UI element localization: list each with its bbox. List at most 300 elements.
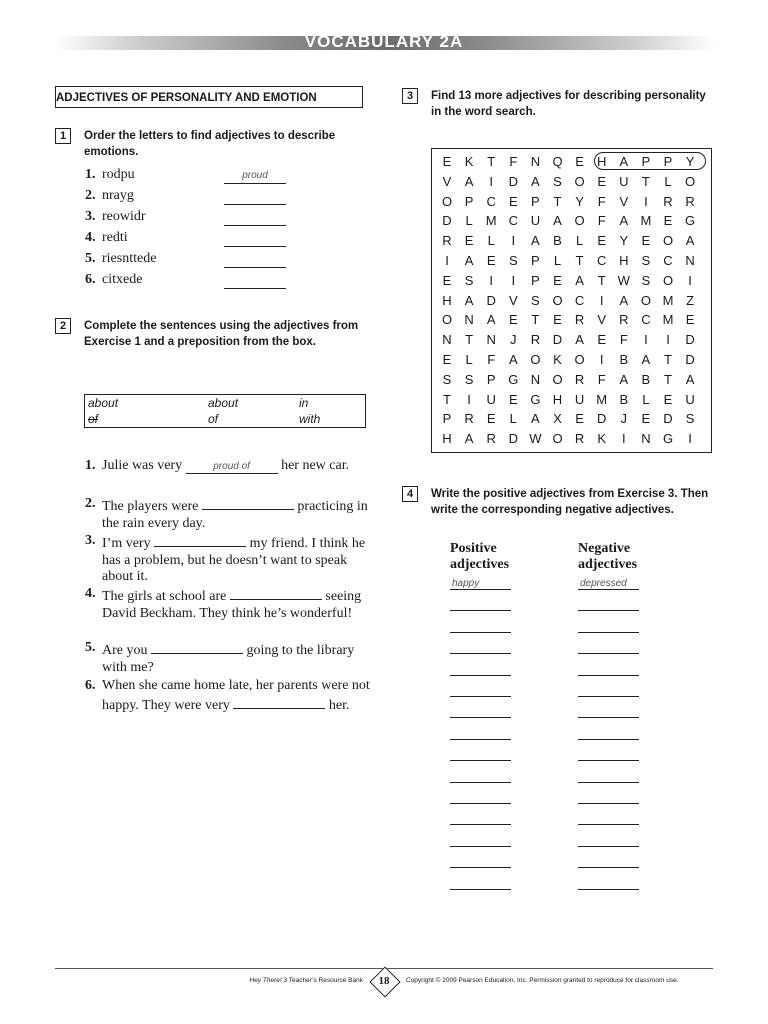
exercise-1-instruction: Order the letters to find adjectives to describe emotions. [84,130,336,158]
grid-letter: L [664,173,672,189]
grid-letter: V [597,312,607,328]
positive-answer-line [450,813,511,825]
positive-answer-line [450,642,511,654]
positive-answer-line [450,835,511,847]
grid-letter: I [621,431,626,447]
grid-letter: R [574,371,585,387]
grid-letter: M [662,312,674,328]
ex2-sentence-number: 6. [85,678,96,693]
grid-letter: R [486,431,496,447]
grid-letter: P [531,252,540,268]
grid-letter: D [663,411,673,427]
grid-letter: R [530,332,541,348]
grid-letter: A [619,371,629,387]
grid-letter: V [619,193,629,209]
ex2-sentence-text [102,496,370,532]
negative-answer-line [578,706,639,718]
grid-letter: E [575,154,584,169]
grid-letter: E [486,252,496,268]
grid-letter: A [464,173,474,189]
grid-letter: Y [619,233,629,249]
grid-letter: O [662,233,674,249]
grid-letter: U [530,213,541,229]
ex1-answer-line [224,232,286,247]
grid-letter: L [642,391,650,407]
grid-letter: Z [686,292,695,308]
grid-letter: I [688,272,692,288]
positive-answer-line [450,856,511,868]
negative-heading [578,541,637,573]
grid-letter: E [442,272,452,288]
grid-letter: M [596,391,608,407]
grid-letter: H [442,292,452,308]
grid-row [431,350,712,370]
grid-letter: E [575,411,584,427]
grid-letter: U [685,391,695,407]
grid-letter: I [599,292,604,308]
grid-letter: L [487,233,495,249]
grid-letter: N [641,431,651,447]
ex1-item-word: riesnttede [102,251,157,266]
positive-heading-line2: adjectives [450,557,510,572]
negative-answer-line [578,728,639,740]
grid-letter: C [574,292,585,308]
ex2-sentence-before: I’m very [102,536,151,551]
grid-letter: N [464,312,474,328]
grid-letter: O [441,193,453,209]
grid-letter: T [641,173,650,189]
grid-letter: A [531,233,540,249]
grid-letter: B [553,233,562,249]
ex1-item-word: rodpu [102,167,135,182]
grid-letter: N [530,154,541,169]
negative-answer-line [578,771,639,783]
ex1-answer-line: proud [224,169,286,184]
grid-letter: M [662,292,674,308]
grid-letter: F [619,332,628,348]
grid-letter: F [487,351,496,367]
ex1-item-number: 2. [85,188,96,203]
ex2-sentence-after: seeing David Beckham. They think he’s wonderful! [102,589,362,621]
negative-answer-line [578,642,639,654]
ex1-item-number: 1. [85,167,96,182]
grid-letter: S [531,292,540,308]
grid-letter: D [442,213,452,229]
grid-letter: L [575,233,584,249]
positive-answer-line [450,621,511,633]
grid-letter: E [442,154,452,169]
grid-letter: C [486,193,496,209]
ex2-sentence-number: 3. [85,533,96,548]
ex2-sentence-number: 5. [85,640,96,655]
grid-letter: Y [575,193,584,209]
grid-letter: O [574,351,585,367]
box-word: about [88,396,119,410]
grid-letter: A [619,213,629,229]
grid-row [431,390,712,410]
grid-letter: R [574,312,585,328]
grid-letter: E [597,173,607,189]
ex1-item-word: redti [102,230,128,245]
exercise-3-number: 3 [402,88,418,104]
grid-letter: O [552,371,563,387]
ex2-sentence-text [102,533,370,586]
grid-letter: B [641,371,651,387]
negative-heading-line2: adjectives [578,557,638,572]
grid-letter: L [465,351,473,367]
grid-row [431,211,712,231]
grid-row [431,370,712,390]
grid-letter: I [445,252,449,268]
grid-letter: S [641,252,651,268]
ex1-item-number: 5. [85,251,96,266]
grid-row [431,310,712,330]
grid-letter: E [508,312,518,328]
exercise-2-number: 2 [55,318,71,334]
grid-letter: B [619,391,629,407]
grid-letter: U [486,391,496,407]
grid-letter: W [529,431,542,447]
grid-letter: L [553,252,562,268]
ex2-sentence-before: When she came home late, her parents were not happy. They were very [102,678,370,713]
ex2-sentence-before: The players were [102,499,199,514]
grid-letter: O [552,292,563,308]
ex2-sentence-text [102,458,370,475]
grid-letter: I [489,272,493,288]
grid-letter: P [442,411,452,427]
ex1-item-word: reowidr [102,209,146,224]
ex2-answer-blank [202,496,294,510]
negative-answer-line [578,792,639,804]
grid-letter: C [663,252,673,268]
grid-letter: I [688,431,692,447]
grid-letter: Y [685,154,695,169]
grid-letter: K [597,431,607,447]
grid-letter: O [552,431,563,447]
ex2-answer-blank [230,586,322,600]
grid-letter: R [619,312,629,328]
grid-letter: T [465,332,474,348]
ex2-sentence-after: her. [328,697,350,713]
grid-letter: T [575,252,584,268]
grid-letter: E [508,391,518,407]
box-word: in [299,396,309,410]
grid-letter: X [553,411,562,427]
grid-letter: O [685,173,696,189]
grid-letter: F [597,213,606,229]
box-word: with [299,412,321,426]
grid-row [431,330,712,350]
ex2-sentence-text [102,640,370,676]
page-title: VOCABULARY 2A [304,32,464,51]
grid-row [431,409,712,429]
negative-heading-line1: Negative [578,541,631,556]
grid-letter: A [619,292,629,308]
grid-letter: N [486,332,496,348]
grid-letter: O [530,351,541,367]
grid-letter: U [619,173,629,189]
grid-letter: F [597,371,606,387]
word-search-grid [431,152,712,449]
footer-copyright: Copyright © 2009 Pearson Education, Inc. Permission granted to reproduce for classroom use. [406,977,679,984]
grid-letter: A [553,213,562,229]
grid-letter: O [574,213,585,229]
grid-letter: E [685,312,695,328]
ex2-answer-blank [154,533,246,547]
grid-letter: T [664,351,672,367]
negative-answer-line [578,813,639,825]
grid-letter: R [442,233,452,249]
grid-row [431,231,712,251]
grid-letter: F [597,193,606,209]
grid-letter: A [508,351,518,367]
grid-letter: T [443,391,451,407]
grid-letter: A [531,173,540,189]
ex1-answer-line [224,190,286,205]
grid-letter: I [666,332,670,348]
positive-heading-line1: Positive [450,541,497,556]
positive-answer-line [450,685,511,697]
grid-letter: P [663,154,673,169]
grid-letter: E [442,351,452,367]
grid-letter: N [685,252,695,268]
grid-letter: C [508,213,518,229]
grid-row [431,291,712,311]
grid-letter: E [486,411,496,427]
grid-letter: G [662,431,674,447]
grid-letter: E [464,233,474,249]
grid-letter: O [441,312,453,328]
grid-letter: P [464,193,474,209]
grid-letter: D [552,332,563,348]
grid-letter: I [511,272,516,288]
section-title: ADJECTIVES OF PERSONALITY AND EMOTION [55,86,363,108]
grid-letter: P [531,193,540,209]
grid-letter: A [464,252,474,268]
grid-row [431,192,712,212]
ex1-item-number: 6. [85,272,96,287]
negative-answer-line [578,878,639,890]
ex2-sentence-before: Julie was very [102,458,183,473]
grid-letter: C [641,312,651,328]
negative-answer-line: depressed [578,578,639,590]
grid-letter: A [531,411,540,427]
grid-letter: R [663,193,673,209]
grid-letter: E [508,193,518,209]
grid-letter: R [464,411,474,427]
grid-letter: A [464,292,474,308]
grid-letter: I [599,351,604,367]
grid-letter: I [489,173,493,189]
exercise-1-number: 1 [55,128,71,144]
grid-letter: E [553,272,562,288]
grid-letter: E [641,411,651,427]
grid-letter: T [597,272,606,288]
grid-letter: S [508,252,518,268]
positive-answer-line [450,599,511,611]
grid-letter: L [509,411,517,427]
grid-letter: H [442,431,452,447]
grid-letter: A [619,154,629,169]
grid-letter: P [641,154,651,169]
grid-letter: E [553,312,562,328]
grid-letter: E [597,332,607,348]
ex1-item-word: citxede [102,272,143,287]
grid-letter: I [467,391,471,407]
ex2-sentence-after: her new car. [281,458,350,473]
grid-letter: R [685,193,695,209]
grid-letter: M [485,213,497,229]
grid-letter: S [442,371,452,387]
grid-letter: O [574,173,585,189]
positive-answer-line [450,792,511,804]
positive-answer-line [450,664,511,676]
ex2-sentence-text [102,678,370,714]
positive-answer-line [450,878,511,890]
grid-letter: D [486,292,496,308]
grid-row [431,172,712,192]
negative-answer-line [578,749,639,761]
grid-letter: R [574,431,585,447]
ex2-sentence-before: The girls at school are [102,589,227,604]
positive-answer-line [450,706,511,718]
happy-circle-mark [594,152,706,170]
grid-letter: S [464,272,474,288]
grid-letter: L [465,213,473,229]
grid-letter: Q [552,154,563,169]
positive-answer-line [450,749,511,761]
ex1-answer-line [224,253,286,268]
grid-letter: P [531,272,540,288]
book-title-italic: Hey There! [249,977,282,984]
grid-letter: E [597,233,607,249]
grid-letter: N [442,332,452,348]
book-title-rest: 3 Teacher’s Resource Bank [281,977,363,984]
grid-row [431,429,712,449]
grid-letter: A [486,312,496,328]
positive-answer-line [450,728,511,740]
negative-answer-line [578,599,639,611]
negative-answer-line [578,621,639,633]
grid-letter: H [619,252,629,268]
ex1-answer-line [224,274,286,289]
positive-answer-line: happy [450,578,511,590]
grid-letter: H [596,154,607,169]
box-word: of [208,412,219,426]
grid-letter: E [641,233,651,249]
exercise-4-instruction: Write the positive adjectives from Exercise 3. Then write the corresponding negative adjectives. [431,488,709,516]
ex2-sentence-before: Are you [102,643,148,658]
grid-letter: V [508,292,518,308]
ex2-sentence-number: 2. [85,496,96,511]
grid-letter: M [640,213,652,229]
negative-answer-line [578,835,639,847]
grid-letter: W [617,272,630,288]
exercise-2-instruction: Complete the sentences using the adjectives from Exercise 1 and a preposition from the box. [84,320,359,348]
grid-letter: T [531,312,540,328]
ex2-answer-blank: proud of [186,460,278,474]
negative-answer-line [578,664,639,676]
grid-letter: J [620,411,628,427]
grid-letter: S [553,173,562,189]
box-word: about [208,396,239,410]
grid-letter: K [464,154,474,169]
grid-row [431,251,712,271]
positive-answer-line [450,771,511,783]
grid-letter: S [464,371,474,387]
grid-letter: O [640,292,651,308]
grid-letter: S [641,272,651,288]
ex1-item-number: 4. [85,230,96,245]
grid-letter: F [509,154,518,169]
ex2-sentence-after: my friend. I think he has a problem, but he doesn’t want to speak about it. [102,536,366,584]
grid-letter: O [662,272,674,288]
ex1-item-number: 3. [85,209,96,224]
ex2-sentence-after: practicing in the rain every day. [102,499,368,531]
grid-letter: K [553,351,562,367]
ex2-sentence-number: 1. [85,458,96,473]
grid-letter: E [663,391,673,407]
grid-letter: U [574,391,585,407]
ex2-sentence-text [102,586,370,622]
grid-letter: A [575,332,584,348]
grid-letter: A [685,233,695,249]
grid-letter: D [596,411,607,427]
grid-letter: I [644,332,648,348]
grid-letter: G [508,371,519,387]
grid-letter: G [685,213,696,229]
exercise-4-number: 4 [402,486,418,502]
ex2-answer-blank [233,695,325,709]
grid-letter: B [619,351,629,367]
negative-answer-line [578,685,639,697]
ex2-answer-blank [151,640,243,654]
grid-letter: S [685,411,695,427]
grid-letter: A [685,371,695,387]
grid-letter: T [487,154,496,169]
ex1-item-word: nrayg [102,188,134,203]
grid-row [431,271,712,291]
grid-letter: I [644,193,648,209]
positive-heading [450,541,509,573]
grid-letter: P [486,371,496,387]
grid-letter: H [552,391,563,407]
grid-letter: T [553,193,562,209]
grid-letter: T [664,371,672,387]
ex2-sentence-after: going to the library with me? [102,643,355,675]
grid-letter: D [508,431,518,447]
grid-letter: D [685,351,695,367]
grid-letter: D [685,332,695,348]
grid-letter: A [641,351,651,367]
grid-letter: V [442,173,452,189]
grid-letter: C [596,252,607,268]
grid-letter: D [508,173,518,189]
grid-letter: A [464,431,474,447]
grid-letter: J [510,332,517,348]
grid-letter: N [530,371,541,387]
grid-letter: E [663,213,673,229]
grid-letter: G [530,391,541,407]
grid-letter: A [575,272,584,288]
exercise-3-instruction: Find 13 more adjectives for describing personality in the word search. [431,90,706,118]
page-number: 18 [378,975,390,987]
negative-answer-line [578,856,639,868]
ex1-answer-line [224,211,286,226]
ex2-sentence-number: 4. [85,586,96,601]
box-word: of [88,412,99,426]
footer-book-title [250,976,363,986]
